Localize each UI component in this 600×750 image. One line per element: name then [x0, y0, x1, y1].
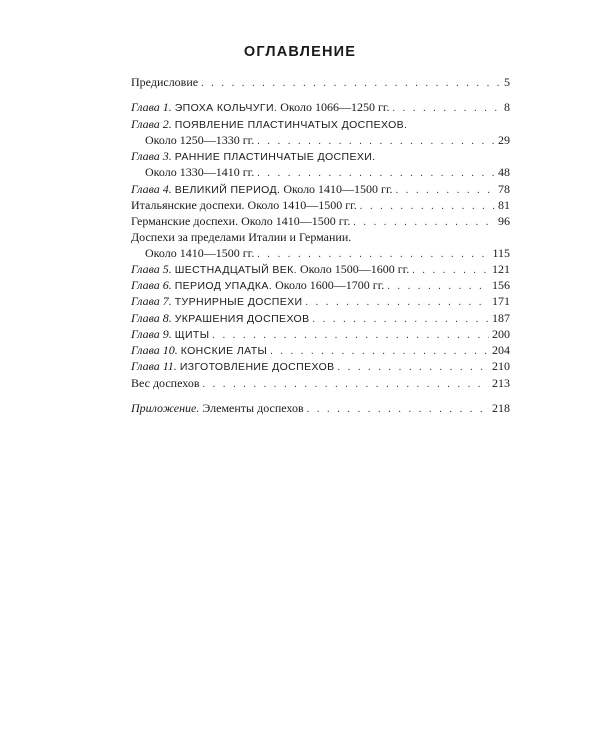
- page-title: ОГЛАВЛЕНИЕ: [243, 44, 357, 60]
- toc-entry-title: [131, 117, 510, 133]
- dot-leader: [360, 199, 495, 214]
- dot-leader: [212, 328, 489, 343]
- toc-entry-continuation: [131, 165, 510, 181]
- toc-entry-chapter-7[interactable]: [131, 294, 510, 310]
- toc-entry-preface[interactable]: [131, 75, 510, 91]
- chapter-title: ИЗГОТОВЛЕНИЕ ДОСПЕХОВ: [179, 361, 335, 374]
- chapter-title: УКРАШЕНИЯ ДОСПЕХОВ: [174, 312, 310, 325]
- toc-entry-chapter-8[interactable]: [131, 311, 510, 327]
- toc-entry-title: [131, 359, 335, 375]
- page-number: 78: [498, 181, 510, 196]
- toc-entry-title: Предисловие: [131, 75, 199, 89]
- chapter-label: Глава 8.: [131, 310, 172, 325]
- toc-entry-chapter-1[interactable]: [131, 100, 510, 116]
- dot-leader: [313, 312, 490, 327]
- dot-leader: [202, 377, 489, 392]
- dot-leader: [270, 344, 489, 359]
- toc-entry-chapter-10[interactable]: [131, 343, 510, 359]
- chapter-period: Около 1410—1500 гг.: [145, 245, 255, 260]
- toc-entry-continuation: [131, 133, 510, 149]
- chapter-label: Глава 5.: [131, 261, 172, 276]
- toc-entry-title: [131, 182, 393, 198]
- chapter-title: ЭПОХА КОЛЬЧУГИ.: [174, 102, 278, 115]
- page-number: 213: [492, 375, 510, 390]
- page-number: 8: [504, 100, 510, 115]
- page-number: 210: [492, 359, 510, 374]
- toc-entry-title: [131, 327, 209, 343]
- page-number: 81: [498, 197, 510, 212]
- dot-leader: [257, 134, 495, 149]
- chapter-title: ТУРНИРНЫЕ ДОСПЕХИ: [174, 296, 303, 309]
- appendix-title: Элементы доспехов: [202, 400, 304, 415]
- toc-entry-chapter-5[interactable]: [131, 262, 510, 278]
- chapter-label: Глава 11.: [131, 359, 177, 374]
- toc-entry-appendix[interactable]: [131, 401, 510, 417]
- chapter-title: РАННИЕ ПЛАСТИНЧАТЫЕ ДОСПЕХИ.: [174, 151, 376, 163]
- toc-entry-chapter-4[interactable]: [131, 182, 510, 198]
- chapter-title: ПОЯВЛЕНИЕ ПЛАСТИНЧАТЫХ ДОСПЕХОВ.: [174, 118, 408, 131]
- toc-entry-title: [131, 149, 510, 165]
- chapter-label: Глава 9.: [131, 326, 172, 341]
- chapter-period: Около 1600—1700 гг.: [275, 278, 385, 292]
- chapter-label: Глава 7.: [131, 294, 172, 309]
- dot-leader: [353, 215, 495, 230]
- toc-entry-italian-armour[interactable]: [131, 198, 510, 214]
- toc-entry-title: [131, 262, 409, 278]
- chapter-period: Около 1500—1600 гг.: [300, 261, 410, 276]
- dot-leader: [387, 279, 489, 294]
- toc-entry-chapter-9[interactable]: [131, 327, 510, 343]
- toc-entry-continuation: [131, 246, 510, 262]
- dot-leader: [305, 295, 489, 310]
- page-number: 218: [492, 400, 510, 415]
- toc-entry-title: Доспехи за пределами Италии и Германии.: [131, 230, 352, 245]
- page-number: 48: [498, 165, 510, 180]
- chapter-label: Глава 4.: [131, 181, 172, 196]
- dot-leader: [412, 263, 489, 278]
- page-number: 187: [492, 310, 510, 325]
- dot-leader: [257, 166, 495, 181]
- page-number: 121: [492, 261, 510, 276]
- toc-entry-weight[interactable]: [131, 376, 510, 392]
- chapter-label: Глава 6.: [131, 278, 172, 292]
- page-number: 96: [498, 214, 510, 228]
- toc-entry-german-armour[interactable]: [131, 214, 510, 230]
- toc-entry-chapter-11[interactable]: [131, 359, 510, 375]
- toc-entry-title: Германские доспехи. Около 1410—1500 гг.: [131, 214, 351, 228]
- chapter-title: КОНСКИЕ ЛАТЫ: [180, 345, 268, 357]
- toc-entry-title: [131, 100, 389, 116]
- toc-entry-chapter-6[interactable]: [131, 278, 510, 294]
- toc-entry-title: Итальянские доспехи. Около 1410—1500 гг.: [131, 197, 357, 212]
- chapter-label: Глава 3.: [131, 149, 172, 163]
- dot-leader: [257, 247, 489, 262]
- dot-leader: [396, 183, 495, 198]
- dot-leader: [392, 101, 501, 116]
- table-of-contents: [131, 75, 510, 417]
- spacer: [131, 91, 510, 100]
- chapter-period: Около 1250—1330 гг.: [145, 132, 255, 147]
- chapter-label: Глава 10.: [131, 343, 178, 357]
- page-number: 29: [498, 132, 510, 147]
- dot-leader: [307, 402, 489, 417]
- spacer: [131, 392, 510, 401]
- page-number: 204: [492, 343, 510, 357]
- toc-entry-other-armour[interactable]: [131, 230, 510, 262]
- toc-entry-title: [131, 294, 302, 310]
- chapter-title: ЩИТЫ: [174, 328, 210, 341]
- chapter-label: Глава 1.: [131, 100, 172, 115]
- chapter-title: ПЕРИОД УПАДКА.: [174, 280, 273, 292]
- page-number: 115: [492, 245, 510, 260]
- appendix-label: Приложение.: [131, 400, 200, 415]
- dot-leader: [201, 76, 501, 91]
- dot-leader: [338, 360, 489, 375]
- chapter-title: ВЕЛИКИЙ ПЕРИОД.: [174, 183, 281, 196]
- toc-entry-title: [131, 343, 267, 359]
- toc-entry-chapter-3[interactable]: [131, 149, 510, 182]
- toc-entry-chapter-2[interactable]: [131, 117, 510, 150]
- chapter-title: ШЕСТНАДЦАТЫЙ ВЕК.: [174, 263, 297, 276]
- chapter-label: Глава 2.: [131, 116, 172, 131]
- page-number: 5: [504, 75, 510, 89]
- toc-entry-title: [131, 278, 384, 294]
- chapter-period: Около 1330—1410 гг.: [145, 165, 255, 180]
- toc-entry-title: [131, 311, 310, 327]
- chapter-period: Около 1066—1250 гг.: [280, 100, 390, 115]
- toc-entry-title: [131, 401, 304, 416]
- chapter-period: Около 1410—1500 гг.: [283, 181, 393, 196]
- page-number: 200: [492, 326, 510, 341]
- page-number: 171: [492, 294, 510, 309]
- toc-entry-title: Вес доспехов: [131, 375, 200, 390]
- page-number: 156: [492, 278, 510, 292]
